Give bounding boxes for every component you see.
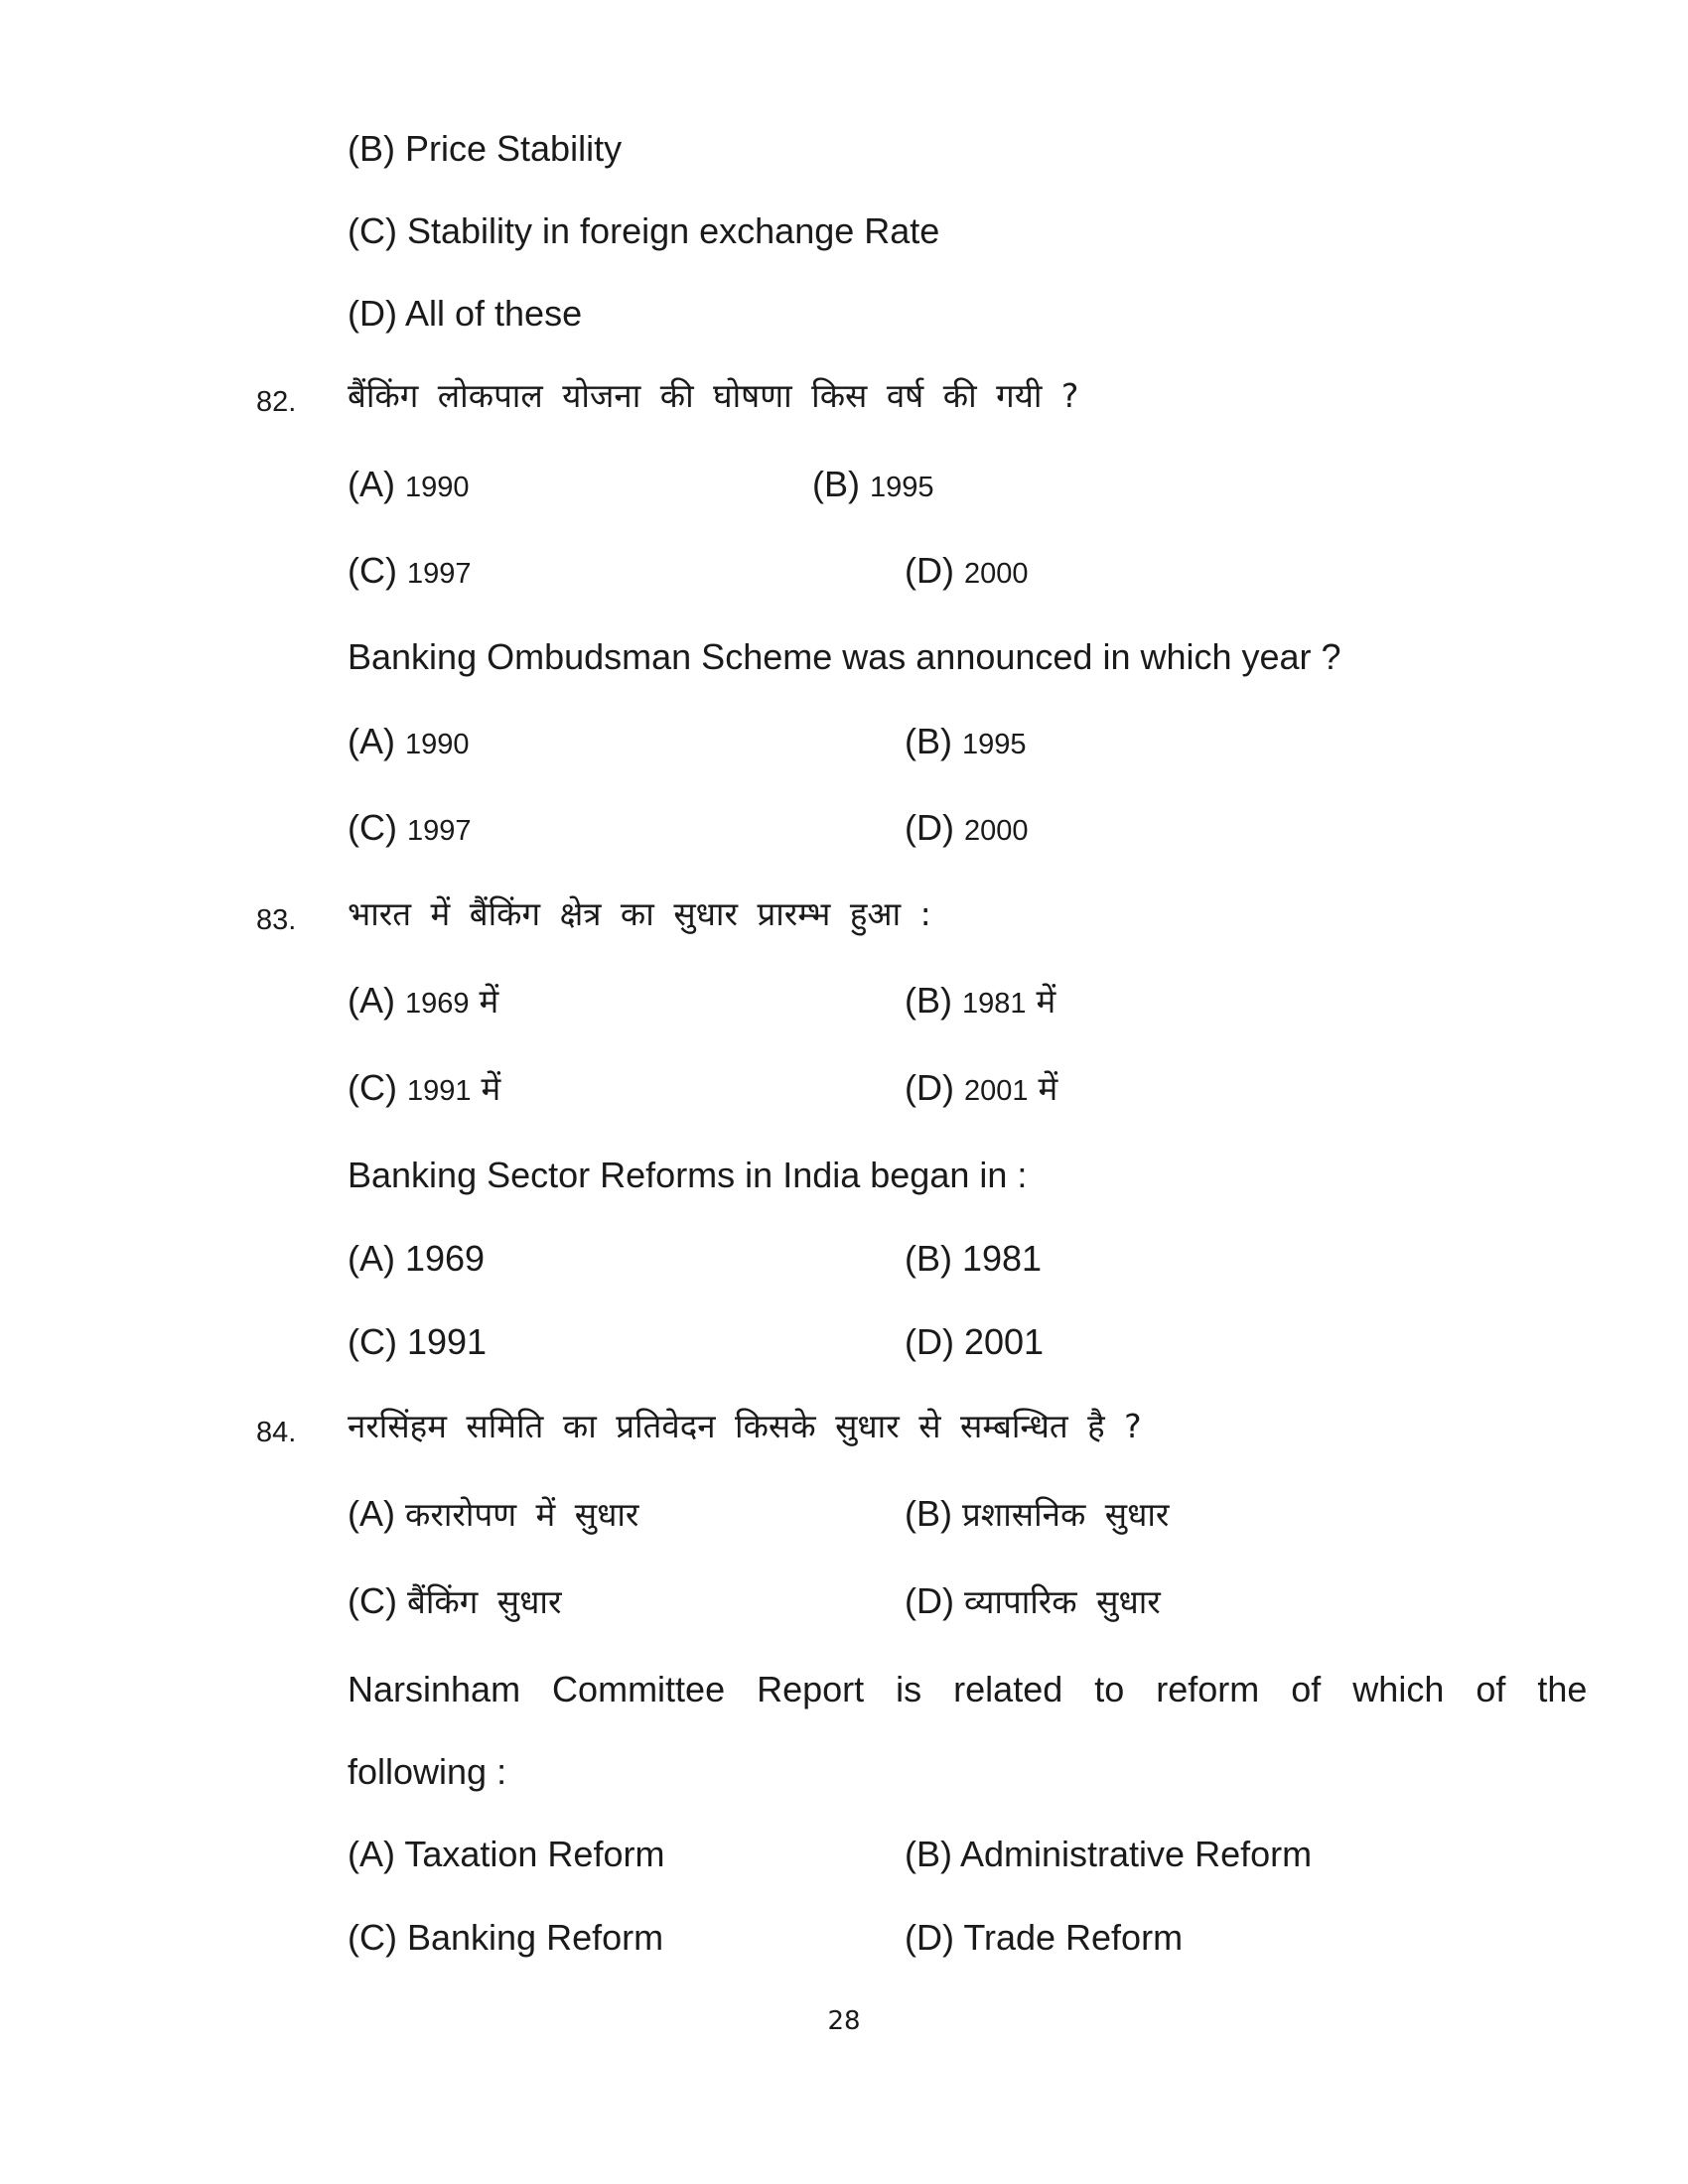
- q84-english-option-b: (B) Administrative Reform: [905, 1834, 1313, 1874]
- q83-english-option-c: (C) 1991: [348, 1321, 488, 1362]
- q83-hindi-option-a: (A) 1969 में: [348, 980, 499, 1021]
- q84-english-question-line1: Narsinham Committee Report is related to reform of which of the: [348, 1669, 1588, 1709]
- q84-english-option-a: (A) Taxation Reform: [348, 1834, 665, 1874]
- q84-hindi-option-c: (C) बैंकिंग सुधार: [348, 1580, 562, 1621]
- question-number-84: 84.: [256, 1417, 297, 1448]
- q81-option-c: (C) Stability in foreign exchange Rate: [348, 210, 940, 251]
- q83-english-option-b: (B) 1981: [905, 1238, 1043, 1279]
- q83-hindi-option-c: (C) 1991 में: [348, 1067, 501, 1108]
- q82-english-question: Banking Ombudsman Scheme was announced in which year ?: [348, 636, 1341, 677]
- q83-english-question: Banking Sector Reforms in India began in :: [348, 1155, 1028, 1195]
- q84-hindi-option-a: (A) करारोपण में सुधार: [348, 1493, 639, 1534]
- q82-english-option-a: (A) 1990: [348, 721, 470, 761]
- q82-hindi-option-d: (D) 2000: [905, 550, 1029, 591]
- q82-english-option-d: (D) 2000: [905, 807, 1029, 848]
- q82-hindi-question: बैंकिंग लोकपाल योजना की घोषणा किस वर्ष की गयी ?: [348, 376, 1079, 415]
- q84-hindi-option-b: (B) प्रशासनिक सुधार: [905, 1493, 1170, 1534]
- q83-hindi-question: भारत में बैंकिंग क्षेत्र का सुधार प्रारम्भ हुआ :: [348, 894, 931, 933]
- q82-hindi-option-b: (B) 1995: [812, 464, 934, 504]
- q81-option-b: (B) Price Stability: [348, 128, 623, 169]
- q84-english-option-d: (D) Trade Reform: [905, 1917, 1184, 1958]
- q83-hindi-option-b: (B) 1981 में: [905, 980, 1056, 1021]
- q84-english-question-line2: following :: [348, 1751, 507, 1792]
- question-number-83: 83.: [256, 904, 297, 936]
- q82-english-option-c: (C) 1997: [348, 807, 472, 848]
- page-number: 28: [827, 2006, 861, 2036]
- q84-hindi-question: नरसिंहम समिति का प्रतिवेदन किसके सुधार से सम्बन्धित है ?: [348, 1407, 1142, 1445]
- q81-option-d: (D) All of these: [348, 293, 583, 334]
- q84-english-option-c: (C) Banking Reform: [348, 1917, 664, 1958]
- q83-english-option-d: (D) 2001: [905, 1321, 1045, 1362]
- q82-hindi-option-c: (C) 1997: [348, 550, 472, 591]
- q82-english-option-b: (B) 1995: [905, 721, 1027, 761]
- q84-hindi-option-d: (D) व्यापारिक सुधार: [905, 1580, 1161, 1621]
- q83-hindi-option-d: (D) 2001 में: [905, 1067, 1058, 1108]
- q83-english-option-a: (A) 1969: [348, 1238, 486, 1279]
- q82-hindi-option-a: (A) 1990: [348, 464, 470, 504]
- question-number-82: 82.: [256, 386, 297, 418]
